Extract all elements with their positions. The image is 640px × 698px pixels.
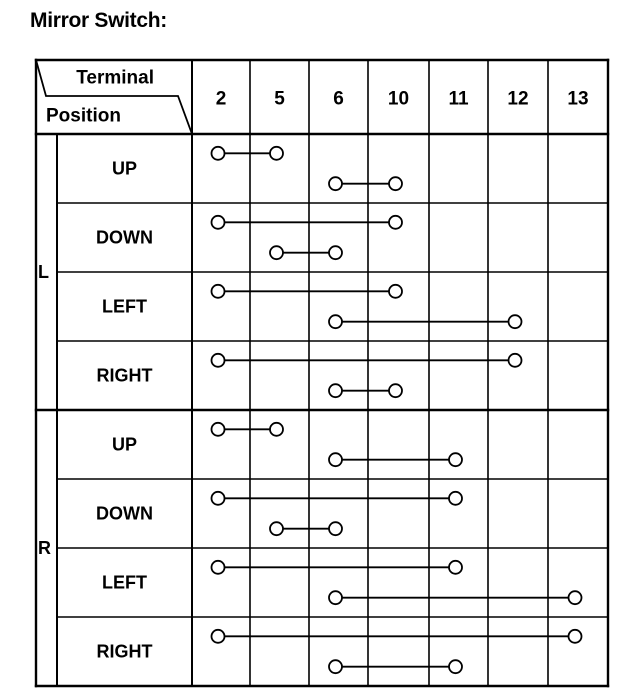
side-label-r: R <box>38 538 51 558</box>
terminal-node-6 <box>329 453 342 466</box>
terminal-node-6 <box>329 384 342 397</box>
terminal-node-2 <box>212 561 225 574</box>
terminal-node-13 <box>569 591 582 604</box>
terminal-node-13 <box>569 630 582 643</box>
terminal-node-2 <box>212 147 225 160</box>
terminal-node-2 <box>212 492 225 505</box>
terminal-number-12: 12 <box>507 88 529 110</box>
position-label-l-right: RIGHT <box>96 365 153 386</box>
terminal-node-6 <box>329 315 342 328</box>
terminal-node-10 <box>389 285 402 298</box>
terminal-node-2 <box>212 354 225 367</box>
terminal-node-6 <box>329 522 342 535</box>
position-label-r-down: DOWN <box>96 503 153 524</box>
terminal-node-12 <box>509 354 522 367</box>
position-label-l-down: DOWN <box>96 227 153 248</box>
position-label-r-up: UP <box>111 434 138 455</box>
terminal-node-6 <box>329 177 342 190</box>
terminal-node-11 <box>449 492 462 505</box>
terminal-node-11 <box>449 453 462 466</box>
terminal-node-5 <box>270 423 283 436</box>
terminal-node-10 <box>389 216 402 229</box>
terminal-node-5 <box>270 522 283 535</box>
terminal-node-6 <box>329 660 342 673</box>
terminal-node-6 <box>329 246 342 259</box>
terminal-node-11 <box>449 561 462 574</box>
terminal-node-2 <box>212 285 225 298</box>
position-header-label: Position <box>46 105 121 127</box>
terminal-number-10: 10 <box>387 88 410 110</box>
position-label-r-left: LEFT <box>102 572 147 593</box>
terminal-node-5 <box>270 246 283 259</box>
terminal-number-11: 11 <box>448 88 469 110</box>
terminal-node-2 <box>212 216 225 229</box>
position-label-r-right: RIGHT <box>96 641 153 662</box>
terminal-node-11 <box>449 660 462 673</box>
terminal-node-12 <box>509 315 522 328</box>
terminal-number-2: 2 <box>215 88 227 110</box>
terminal-number-5: 5 <box>274 88 285 110</box>
terminal-number-6: 6 <box>333 88 344 110</box>
terminal-node-6 <box>329 591 342 604</box>
diagram-title: Mirror Switch: <box>30 9 167 32</box>
terminal-node-2 <box>212 423 225 436</box>
position-label-l-left: LEFT <box>102 296 147 317</box>
terminal-node-10 <box>389 384 402 397</box>
terminal-node-2 <box>212 630 225 643</box>
terminal-node-10 <box>389 177 402 190</box>
position-label-l-up: UP <box>111 158 138 179</box>
terminal-header-label: Terminal <box>76 67 154 89</box>
terminal-number-13: 13 <box>567 88 589 110</box>
terminal-node-5 <box>270 147 283 160</box>
side-label-l: L <box>38 262 49 282</box>
